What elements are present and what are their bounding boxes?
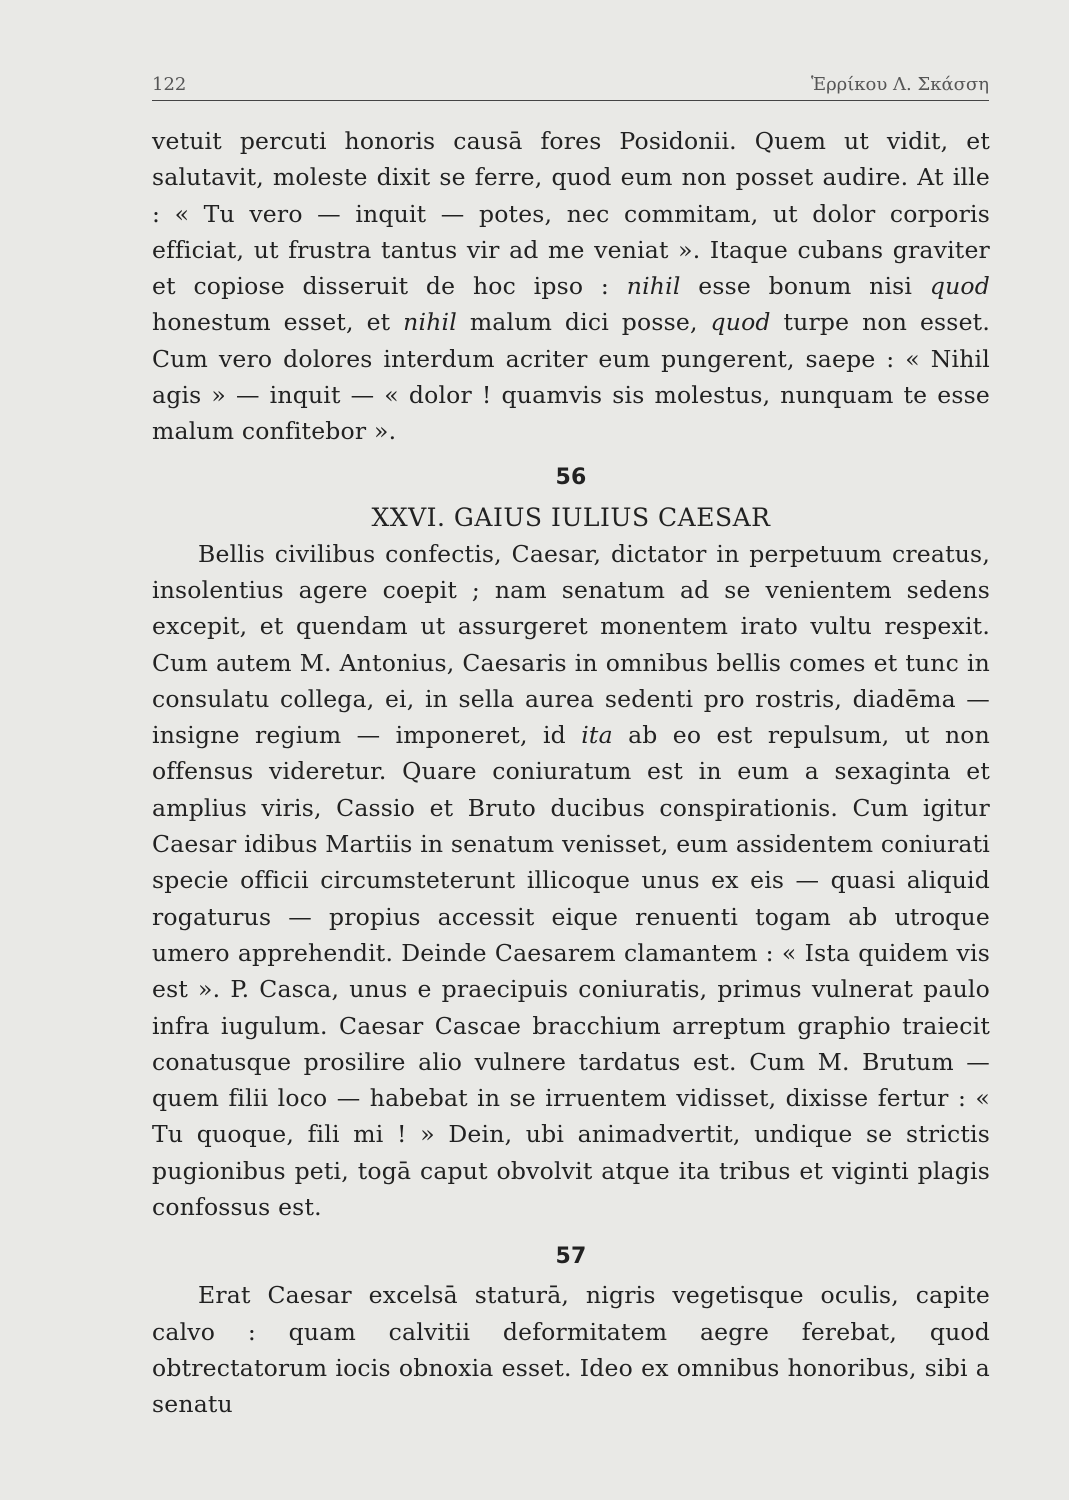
section-number-57: 57: [555, 1244, 587, 1270]
paragraph-caesar-appearance: [152, 1277, 990, 1422]
page-number: 122: [152, 74, 187, 95]
text-run: Bellis civilibus confectis, Caesar, dictator in perpetuum creatus, insolentius agere coepit ; nam senatum ad se venientem sedens excepit, et quendam ut assurgeret monentem irato vultu respexit. Cum autem M. Antonius, Caesaris in omnibus bellis comes et tunc in consulatu collega, ei, in sella aurea sedenti pro rostris, diadēma — insigne regium — imponeret, id: [152, 539, 990, 750]
paragraph-caesar: [152, 536, 990, 1226]
section-number-56: 56: [555, 464, 587, 490]
text-run: vetuit percuti honoris causā fores Posidonii. Quem ut vidit, et salutavit, moleste dixit se ferre, quod eum non posset audire. At ille : « Tu vero — inquit — potes, nec commitam, ut dolor corporis efficiat, ut frustra tantus vir ad me veniat ». Itaque cubans graviter et copiose disseruit de hoc ipso :: [152, 127, 990, 301]
running-head-author: Ἑρρίκου Λ. Σκάσση: [810, 74, 989, 95]
italic-word: quod: [710, 308, 771, 337]
text-run: esse bonum nisi: [680, 272, 930, 301]
italic-word: nihil: [626, 272, 681, 301]
text-run: Erat Caesar excelsā staturā, nigris vegetisque oculis, capite calvo : quam calvitii deformitatem aegre ferebat, quod obtrectatorum iocis obnoxia esset. Ideo ex omnibus honoribus, sibi a senatu: [152, 1281, 990, 1419]
text-run: honestum esset, et: [152, 308, 404, 337]
paragraph-continued: [152, 123, 990, 450]
text-run: ab eo est repulsum, ut non offensus videretur. Quare coniuratum est in eum a sexaginta et amplius viris, Cassio et Bruto ducibus conspirationis. Cum igitur Caesar idibus Martiis in senatum venisset, eum assidentem coniurati specie officii circumsteterunt illicoque unus ex eis — quasi aliquid rogaturus — propius accessit eique renuenti togam ab utroque umero apprehendit. Deinde Caesarem clamantem : « Ista quidem vis est ». P. Casca, unus e praecipuis coniuratis, primus vulnerat paulo infra iugulum. Caesar Cascae bracchium arreptum graphio traiecit conatusque prosilire alio vulnere tardatus est. Cum M. Brutum — quem filii loco — habebat in se irruentem vidisset, dixisse fertur : « Tu quoque, fili mi ! » Dein, ubi animadvertit, undique se strictis pugionibus peti, togā caput obvolvit atque ita tribus et viginti plagis confossus est.: [152, 721, 990, 1222]
section-title: XXVI. GAIUS IULIUS CAESAR: [371, 502, 771, 532]
page-body: [152, 123, 990, 1423]
text-run: turpe non esset. Cum vero dolores interdum acriter eum pungerent, saepe : « Nihil agis » — inquit — « dolor ! quamvis sis molestus, nunquam te esse malum confitebor ».: [152, 308, 990, 446]
italic-word: ita: [581, 721, 613, 750]
italic-word: nihil: [403, 308, 457, 337]
italic-word: quod: [929, 272, 991, 301]
text-run: malum dici posse,: [456, 308, 711, 337]
running-header: [152, 74, 989, 101]
